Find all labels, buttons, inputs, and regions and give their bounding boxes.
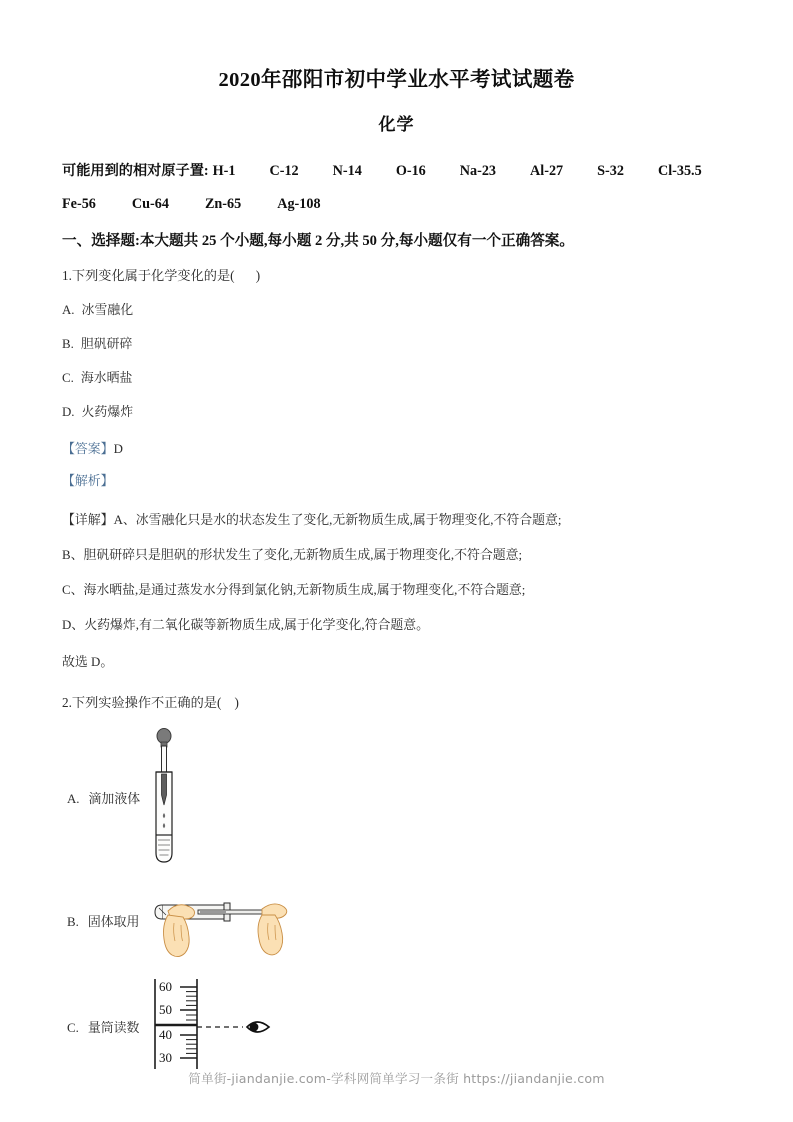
option-key: D. xyxy=(62,404,75,419)
option-b-label-group xyxy=(67,911,139,930)
option-key: A. xyxy=(62,302,75,317)
answer-value: D xyxy=(113,441,123,456)
analysis-tag: 【解析】 xyxy=(62,474,114,489)
atomic-mass-h: H-1 xyxy=(212,162,236,179)
atomic-mass-row-1 xyxy=(62,155,731,188)
graduated-cylinder-eye-icon xyxy=(147,977,307,1075)
atomic-mass-zn: Zn-65 xyxy=(204,196,242,212)
atomic-mass-na: Na-23 xyxy=(459,162,497,179)
question-1-analysis-tag-line xyxy=(62,472,731,491)
atomic-mass-ag: Ag-108 xyxy=(277,196,321,212)
question-1-detail-line-c: C、海水晒盐,是通过蒸发水分得到氯化钠,无新物质生成,属于物理变化,不符合题意; xyxy=(62,582,526,597)
section-header: 一、选择题:本大题共 25 个小题,每小题 2 分,共 50 分,每小题仅有一个正确答案。 xyxy=(62,233,574,250)
option-key: C. xyxy=(62,370,74,385)
detail-text: A、冰雪融化只是水的状态发生了变化,无新物质生成,属于物理变化,不符合题意; xyxy=(113,512,562,527)
question-1-detail-line-b: B、胆矾研碎只是胆矾的形状发生了变化,无新物质生成,属于物理变化,不符合题意; xyxy=(62,547,523,562)
question-1-conclusion: 故选 D。 xyxy=(62,654,114,669)
question-1-option-a[interactable] xyxy=(62,300,731,320)
question-2-option-a[interactable] xyxy=(62,727,731,869)
option-label: 胆矾研碎 xyxy=(80,336,133,351)
option-label: 滴加液体 xyxy=(88,791,141,806)
option-label: 火药爆炸 xyxy=(81,404,134,419)
page-title: 2020年邵阳市初中学业水平考试试题卷 xyxy=(218,69,575,91)
detail-tag: 【详解】 xyxy=(62,512,114,527)
question-1-option-b[interactable] xyxy=(62,334,731,354)
option-key: B. xyxy=(67,914,79,929)
option-label: 量筒读数 xyxy=(87,1020,140,1035)
question-1-stem-text: 1.下列变化属于化学变化的是( xyxy=(62,267,235,283)
option-c-label-group xyxy=(67,1017,139,1036)
question-1-stem-close: ) xyxy=(255,267,261,283)
question-1-option-d[interactable] xyxy=(62,402,731,422)
option-a-label-group xyxy=(67,788,140,807)
question-2-stem-close: ) xyxy=(234,694,239,710)
question-1-answer xyxy=(62,440,731,459)
option-key: B. xyxy=(62,336,74,351)
answer-tag: 【答案】 xyxy=(62,441,114,456)
dropper-test-tube-icon xyxy=(140,727,200,869)
option-key: A. xyxy=(67,791,80,806)
atomic-mass-cu: Cu-64 xyxy=(131,196,169,212)
atomic-mass-s: S-32 xyxy=(597,162,624,179)
question-2-stem xyxy=(62,692,731,711)
atomic-mass-cl: Cl-35.5 xyxy=(657,162,702,179)
cylinder-scale-30: 30 xyxy=(159,1049,172,1065)
question-2-option-b[interactable] xyxy=(62,885,731,957)
question-1-detail-line-a xyxy=(62,510,731,530)
footer-watermark: 简单街-jiandanjie.com-学科网简单学习一条街 https://jiandanjie.com xyxy=(188,1071,605,1086)
subject-title: 化学 xyxy=(378,114,415,134)
question-1-stem xyxy=(62,265,731,286)
cylinder-scale-50: 50 xyxy=(159,1001,172,1017)
option-label: 海水晒盐 xyxy=(80,370,133,385)
atomic-mass-c: C-12 xyxy=(269,162,299,179)
question-2-stem-text: 2.下列实验操作不正确的是( xyxy=(62,694,222,710)
question-1-detail-line-d: D、火药爆炸,有二氧化碳等新物质生成,属于化学变化,符合题意。 xyxy=(62,617,430,632)
question-2-option-c[interactable] xyxy=(62,977,731,1075)
cylinder-scale-40: 40 xyxy=(159,1026,172,1042)
atomic-mass-al: Al-27 xyxy=(530,162,564,179)
atomic-mass-fe: Fe-56 xyxy=(62,196,96,212)
atomic-mass-row-2 xyxy=(62,188,731,221)
hands-test-tube-spatula-icon xyxy=(150,885,300,957)
cylinder-scale-60: 60 xyxy=(159,978,172,994)
atomic-mass-block xyxy=(62,155,731,222)
question-1-option-c[interactable] xyxy=(62,368,731,388)
option-label: 冰雪融化 xyxy=(81,302,134,317)
option-key: C. xyxy=(67,1020,79,1035)
atomic-mass-n: N-14 xyxy=(332,162,362,179)
option-label: 固体取用 xyxy=(87,914,140,929)
atomic-mass-lead-label: 可能用到的相对原子置: xyxy=(62,162,209,179)
atomic-mass-o: O-16 xyxy=(395,162,426,179)
